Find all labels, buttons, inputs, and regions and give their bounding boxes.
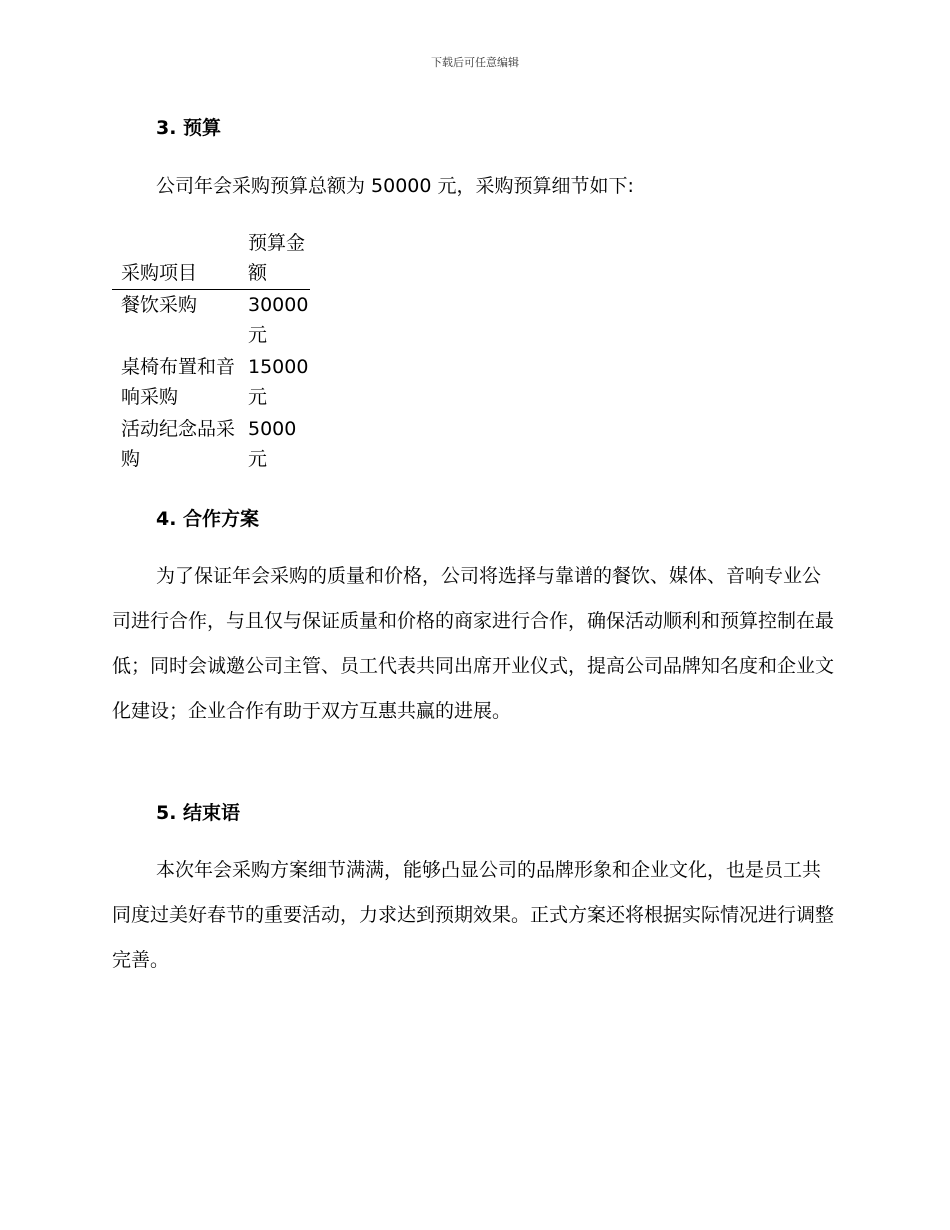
table-cell-item: 桌椅布置和音响采购 — [121, 356, 236, 408]
table-row — [112, 414, 310, 476]
table-cell-amount: 30000元 — [248, 294, 309, 346]
budget-table — [112, 228, 310, 476]
table-row — [112, 290, 310, 353]
conclusion-body: 本次年会采购方案细节满满，能够凸显公司的品牌形象和企业文化，也是员工共同度过美好春节的重要活动，力求达到预期效果。正式方案还将根据实际情况进行调整完善。 — [112, 859, 835, 971]
budget-intro: 公司年会采购预算总额为 50000 元，采购预算细节如下: — [156, 175, 634, 197]
page-header: 下载后可任意编辑 — [431, 56, 519, 69]
table-row — [112, 352, 310, 414]
column-header-item: 采购项目 — [112, 228, 239, 290]
table-cell-amount: 5000元 — [248, 418, 297, 470]
conclusion-heading: 5. 结束语 — [156, 802, 241, 824]
cooperation-heading: 4. 合作方案 — [156, 508, 260, 530]
table-cell-amount: 15000元 — [248, 356, 309, 408]
table-cell-item: 活动纪念品采购 — [121, 418, 236, 470]
budget-heading: 3. 预算 — [156, 117, 222, 139]
table-cell-item: 餐饮采购 — [121, 294, 198, 316]
cooperation-body: 为了保证年会采购的质量和价格，公司将选择与靠谱的餐饮、媒体、音响专业公司进行合作，与且仅与保证质量和价格的商家进行合作，确保活动顺利和预算控制在最低；同时会诚邀公司主管、员工代表共同出席开业仪式，提高公司品牌知名度和企业文化建设；企业合作有助于双方互惠共赢的进展。 — [112, 565, 835, 722]
budget-table-header-row — [112, 228, 310, 290]
column-header-amount: 预算金额 — [239, 228, 310, 290]
